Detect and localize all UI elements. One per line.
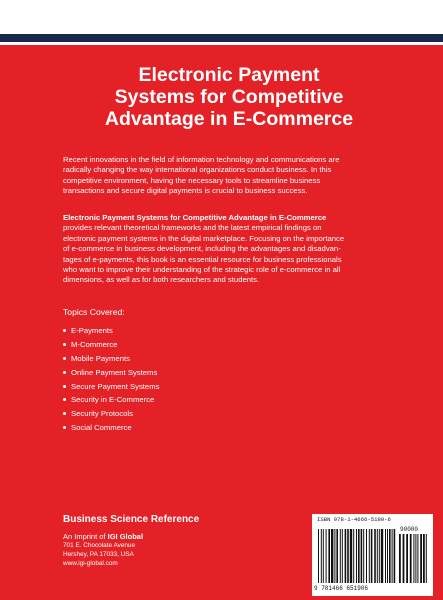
topic-item <box>63 338 159 352</box>
barcode-bar <box>369 529 370 583</box>
description-line: who want to improve their understanding of the strategic role of e-commerce in all <box>63 265 341 275</box>
intro-line: radically changing the way international organizations conduct business. In this <box>63 165 332 175</box>
topic-label: Security Protocols <box>71 409 133 419</box>
address-line: 701 E. Chocolate Avenue <box>63 542 136 549</box>
imprint-line <box>63 532 199 542</box>
isbn-number <box>317 516 391 523</box>
book-title <box>64 64 394 130</box>
bullet-icon <box>63 329 66 332</box>
topic-label: E-Payments <box>71 326 113 335</box>
topics-heading: Topics Covered: <box>63 307 125 317</box>
barcode-bar <box>345 529 347 583</box>
barcode-bar <box>363 529 364 583</box>
description-line: dimensions, as well as for both researchers and students. <box>63 275 260 285</box>
intro-paragraph <box>63 155 383 197</box>
barcode-bar <box>331 529 333 583</box>
top-white-band <box>0 0 443 34</box>
title-line: Systems for Competitive <box>114 86 344 108</box>
bullet-icon <box>63 398 66 401</box>
barcode-bar <box>323 529 324 583</box>
topic-item <box>63 380 159 394</box>
series-name: Business Science Reference <box>63 514 200 525</box>
barcode-addon-bar <box>406 534 408 583</box>
description-line: provides relevant theoretical frameworks and the latest empirical findings on <box>63 223 322 233</box>
barcode-addon-bar <box>420 534 422 583</box>
description-paragraph <box>63 213 383 286</box>
topic-label: M-Commerce <box>71 339 118 349</box>
topic-item <box>63 352 159 366</box>
bullet-icon <box>63 357 66 360</box>
barcode-bar <box>340 529 341 583</box>
barcode-addon-bar <box>426 534 427 583</box>
barcode-bar <box>387 529 388 583</box>
navy-stripe <box>0 34 443 42</box>
intro-line: transactions and secure digital payments is crucial to business success. <box>63 186 308 196</box>
bullet-icon <box>63 343 66 346</box>
barcode-bar <box>353 529 354 583</box>
barcode-bar <box>394 529 396 583</box>
barcode-bar <box>389 529 391 583</box>
barcode-bar <box>366 529 367 583</box>
barcode-bar <box>371 529 373 583</box>
topic-item <box>63 421 159 435</box>
topic-label: Online Payment Systems <box>71 367 158 377</box>
bullet-icon <box>63 412 66 415</box>
barcode-addon: 90000 <box>400 526 419 533</box>
title-line: Advantage in E-Commerce <box>104 108 354 130</box>
description-line: Electronic Payment Systems for Competitive Advantage in E-Commerce <box>63 213 327 222</box>
isbn-label: ISBN 978-1-4666-5190-6 <box>317 516 391 523</box>
imprint-prefix: An Imprint of <box>63 532 108 541</box>
topic-item <box>63 324 159 338</box>
barcode-addon-bar <box>423 534 425 583</box>
bullet-icon <box>63 371 66 374</box>
barcode-bar <box>361 529 363 583</box>
barcode-bar <box>321 529 322 583</box>
barcode-bar <box>347 529 349 583</box>
barcode-addon-bar <box>410 534 412 583</box>
bullet-icon <box>63 426 66 429</box>
intro-line: Recent innovations in the field of information technology and communications are <box>63 155 340 164</box>
barcode-bar <box>318 529 319 583</box>
description-line: of e-commerce in business development, including the advantages and disadvan- <box>63 244 341 254</box>
barcode-bar <box>328 529 330 583</box>
barcode-bar <box>350 529 352 583</box>
website-line: www.igi-global.com <box>63 559 118 567</box>
title-line: Electronic Payment <box>138 64 320 86</box>
barcode-icon <box>316 525 429 585</box>
barcode-bar <box>379 529 380 583</box>
barcode-bar <box>326 529 327 583</box>
intro-line: competitive environment, having the necessary tools to streamline business <box>63 175 321 185</box>
barcode-bar <box>385 529 386 583</box>
topic-item <box>63 393 159 407</box>
topic-item <box>63 366 159 380</box>
topics-list <box>63 324 159 435</box>
barcode-addon-bar <box>415 534 416 583</box>
topic-label: Mobile Payments <box>71 353 130 363</box>
barcode-bar <box>334 529 335 583</box>
red-panel <box>0 45 443 600</box>
barcode-bar <box>342 529 343 583</box>
barcode-addon-bar <box>399 534 401 583</box>
topic-label: Social Commerce <box>71 423 132 433</box>
publisher-block <box>63 514 199 568</box>
topic-item <box>63 407 159 421</box>
barcode-addon-bar <box>403 534 405 583</box>
barcode-bar <box>392 529 393 583</box>
isbn-barcode <box>312 514 433 596</box>
description-line: tages of e-payments, this book is an essential resource for business professionals <box>63 254 342 264</box>
address-line: Hershey, PA 17033, USA <box>63 550 134 558</box>
imprint-name: IGI Global <box>107 532 144 541</box>
topic-label: Secure Payment Systems <box>71 381 160 391</box>
barcode-bar <box>374 529 376 583</box>
barcode-digits: 9 781466 651906 <box>314 585 369 592</box>
barcode-addon-bar <box>417 534 418 583</box>
barcode-bar <box>336 529 338 583</box>
barcode-bar <box>358 529 360 583</box>
topic-label: Security in E-Commerce <box>71 395 155 405</box>
description-line: electronic payment systems in the digital marketplace. Focusing on the importance <box>63 233 345 243</box>
barcode-bar <box>377 529 378 583</box>
barcode-bar <box>381 529 383 583</box>
bullet-icon <box>63 385 66 388</box>
barcode-bar <box>356 529 357 583</box>
barcode-addon-bar <box>413 534 414 583</box>
